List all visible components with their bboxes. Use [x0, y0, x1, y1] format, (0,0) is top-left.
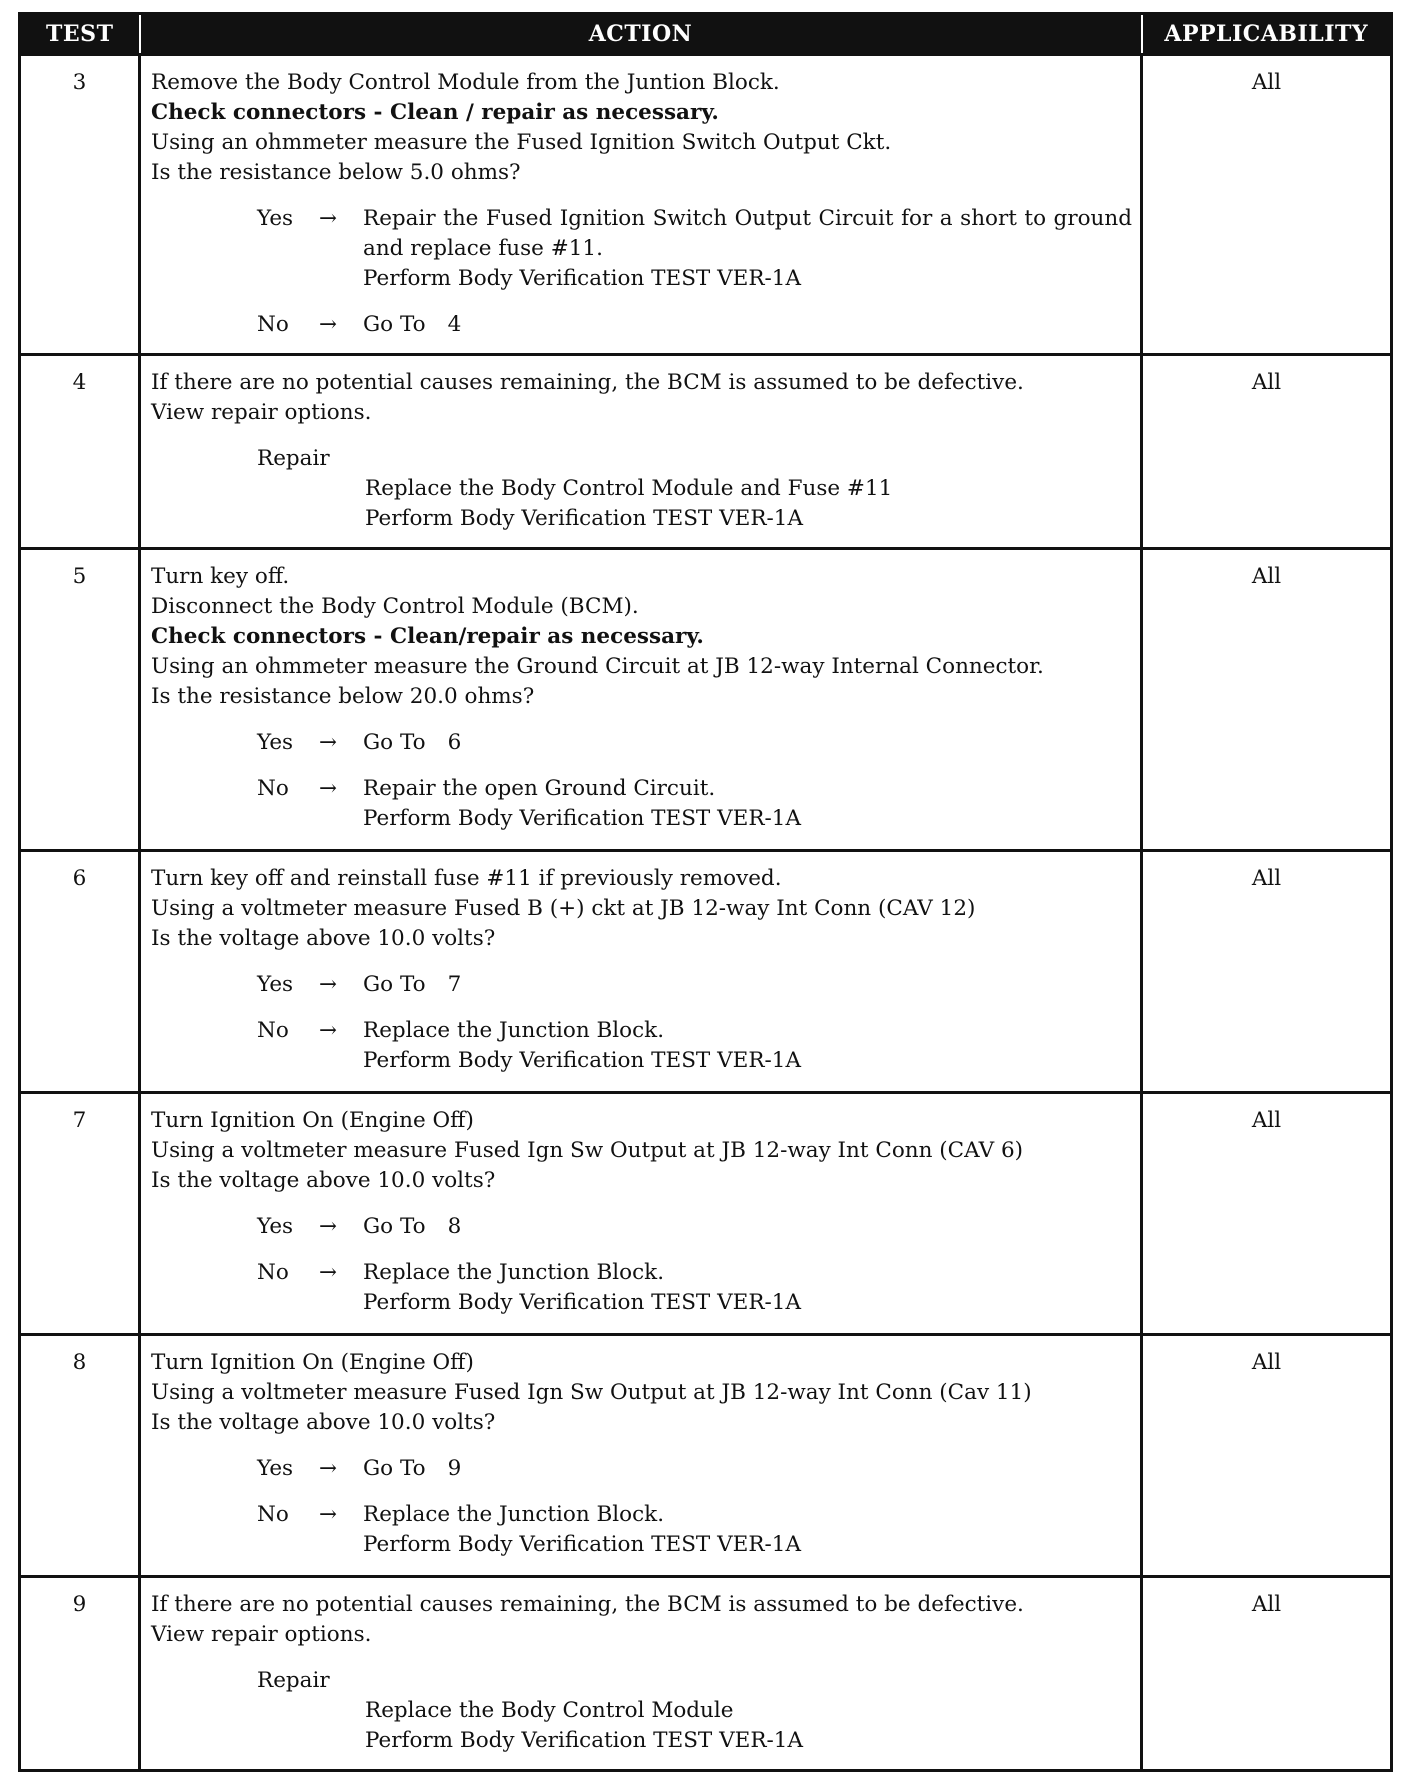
action-cell	[140, 1577, 1142, 1771]
yes-result	[363, 204, 1132, 294]
action-line: Is the voltage above 10.0 volts?	[151, 1168, 496, 1193]
action-line-emphasis: Check connectors - Clean / repair as necessary.	[151, 100, 719, 125]
goto-text: Go To	[363, 730, 426, 755]
action-cell	[140, 55, 1142, 355]
arrow-icon: →	[319, 1502, 338, 1527]
arrow-icon: →	[319, 206, 338, 231]
table-row	[20, 1335, 1392, 1577]
arrow-icon: →	[319, 730, 338, 755]
table-row	[20, 355, 1392, 549]
yes-branch	[151, 1212, 1132, 1242]
repair-step: Perform Body Verification TEST VER-1A	[365, 1728, 803, 1753]
arrow-icon: →	[319, 1214, 338, 1239]
no-result	[363, 1258, 1132, 1318]
no-label: No	[257, 1260, 289, 1285]
action-line: Remove the Body Control Module from the Juntion Block.	[151, 70, 780, 95]
repair-options	[257, 1666, 1132, 1756]
result-line: Replace the Junction Block.	[363, 1502, 665, 1527]
procedure-page	[18, 12, 1390, 1772]
no-branch	[151, 1016, 1132, 1076]
no-branch	[151, 1258, 1132, 1318]
table-body	[20, 55, 1392, 1771]
goto-text: Go To	[363, 1456, 426, 1481]
test-number: 8	[20, 1335, 140, 1577]
applicability-value: All	[1142, 1335, 1392, 1577]
repair-step: Replace the Body Control Module	[365, 1698, 734, 1723]
yes-result	[363, 1212, 1132, 1242]
goto-step-number: 8	[447, 1214, 462, 1239]
result-line: Repair the Fused Ignition Switch Output Circuit for a short to ground and replace fuse #11.	[363, 206, 1132, 261]
action-line: View repair options.	[151, 400, 372, 425]
yes-label: Yes	[257, 206, 294, 231]
action-line: Using a voltmeter measure Fused Ign Sw Output at JB 12-way Int Conn (CAV 6)	[151, 1138, 1024, 1163]
goto-step-number: 6	[447, 730, 462, 755]
header-action: ACTION	[140, 14, 1142, 55]
no-branch	[151, 774, 1132, 834]
action-cell	[140, 1093, 1142, 1335]
repair-steps	[365, 474, 1132, 534]
applicability-value: All	[1142, 549, 1392, 851]
action-line: If there are no potential causes remaining, the BCM is assumed to be defective.	[151, 370, 1024, 395]
no-result	[363, 310, 1132, 340]
arrow-icon: →	[319, 1018, 338, 1043]
action-cell	[140, 355, 1142, 549]
action-line: If there are no potential causes remaining, the BCM is assumed to be defective.	[151, 1592, 1024, 1617]
no-label: No	[257, 1018, 289, 1043]
yes-label: Yes	[257, 1214, 294, 1239]
yes-branch	[151, 1454, 1132, 1484]
action-line-emphasis: Check connectors - Clean/repair as necessary.	[151, 624, 704, 649]
action-line: Using a voltmeter measure Fused Ign Sw Output at JB 12-way Int Conn (Cav 11)	[151, 1380, 1032, 1405]
table-row	[20, 1093, 1392, 1335]
yes-label: Yes	[257, 972, 294, 997]
repair-label: Repair	[257, 1668, 330, 1693]
no-label: No	[257, 1502, 289, 1527]
test-number: 4	[20, 355, 140, 549]
no-result	[363, 1500, 1132, 1560]
action-line: View repair options.	[151, 1622, 372, 1647]
goto-text: Go To	[363, 972, 426, 997]
action-line: Using an ohmmeter measure the Fused Ignition Switch Output Ckt.	[151, 130, 892, 155]
test-number: 3	[20, 55, 140, 355]
action-line: Is the resistance below 20.0 ohms?	[151, 684, 535, 709]
repair-label: Repair	[257, 446, 330, 471]
action-line: Turn Ignition On (Engine Off)	[151, 1108, 474, 1133]
table-row	[20, 55, 1392, 355]
table-row	[20, 851, 1392, 1093]
action-line: Turn Ignition On (Engine Off)	[151, 1350, 474, 1375]
header-applicability: APPLICABILITY	[1142, 14, 1392, 55]
goto-text: Go To	[363, 312, 426, 337]
test-number: 5	[20, 549, 140, 851]
action-line: Is the voltage above 10.0 volts?	[151, 926, 496, 951]
applicability-value: All	[1142, 1577, 1392, 1771]
result-line: Perform Body Verification TEST VER-1A	[363, 1532, 801, 1557]
no-branch	[151, 310, 1132, 340]
repair-steps	[365, 1696, 1132, 1756]
action-line: Is the voltage above 10.0 volts?	[151, 1410, 496, 1435]
arrow-icon: →	[319, 776, 338, 801]
action-cell	[140, 851, 1142, 1093]
result-line: Repair the open Ground Circuit.	[363, 776, 716, 801]
yes-branch	[151, 728, 1132, 758]
no-branch	[151, 1500, 1132, 1560]
action-cell	[140, 549, 1142, 851]
no-label: No	[257, 312, 289, 337]
action-line: Disconnect the Body Control Module (BCM).	[151, 594, 639, 619]
arrow-icon: →	[319, 1456, 338, 1481]
action-line: Using a voltmeter measure Fused B (+) ckt at JB 12-way Int Conn (CAV 12)	[151, 896, 976, 921]
yes-branch	[151, 204, 1132, 294]
header-test: TEST	[20, 14, 140, 55]
goto-step-number: 9	[447, 1456, 462, 1481]
goto-step-number: 4	[447, 312, 462, 337]
yes-label: Yes	[257, 730, 294, 755]
table-row	[20, 1577, 1392, 1771]
arrow-icon: →	[319, 312, 338, 337]
arrow-icon: →	[319, 972, 338, 997]
yes-result	[363, 1454, 1132, 1484]
result-line: Replace the Junction Block.	[363, 1260, 665, 1285]
arrow-icon: →	[319, 1260, 338, 1285]
test-number: 6	[20, 851, 140, 1093]
table-row	[20, 549, 1392, 851]
applicability-value: All	[1142, 355, 1392, 549]
table-header	[20, 14, 1392, 55]
applicability-value: All	[1142, 55, 1392, 355]
test-number: 9	[20, 1577, 140, 1771]
repair-options	[257, 444, 1132, 534]
applicability-value: All	[1142, 851, 1392, 1093]
result-line: Perform Body Verification TEST VER-1A	[363, 1290, 801, 1315]
test-number: 7	[20, 1093, 140, 1335]
repair-step: Perform Body Verification TEST VER-1A	[365, 506, 803, 531]
result-line: Perform Body Verification TEST VER-1A	[363, 1048, 801, 1073]
action-line: Turn key off and reinstall fuse #11 if previously removed.	[151, 866, 782, 891]
yes-label: Yes	[257, 1456, 294, 1481]
action-line: Using an ohmmeter measure the Ground Circuit at JB 12-way Internal Connector.	[151, 654, 1044, 679]
repair-step: Replace the Body Control Module and Fuse #11	[365, 476, 893, 501]
goto-text: Go To	[363, 1214, 426, 1239]
goto-step-number: 7	[447, 972, 462, 997]
action-line: Turn key off.	[151, 564, 290, 589]
yes-branch	[151, 970, 1132, 1000]
action-cell	[140, 1335, 1142, 1577]
result-line: Replace the Junction Block.	[363, 1018, 665, 1043]
yes-result	[363, 970, 1132, 1000]
result-line: Perform Body Verification TEST VER-1A	[363, 266, 801, 291]
no-label: No	[257, 776, 289, 801]
applicability-value: All	[1142, 1093, 1392, 1335]
result-line: Perform Body Verification TEST VER-1A	[363, 806, 801, 831]
no-result	[363, 774, 1132, 834]
yes-result	[363, 728, 1132, 758]
action-line: Is the resistance below 5.0 ohms?	[151, 160, 521, 185]
diagnostic-table	[18, 12, 1393, 1772]
no-result	[363, 1016, 1132, 1076]
